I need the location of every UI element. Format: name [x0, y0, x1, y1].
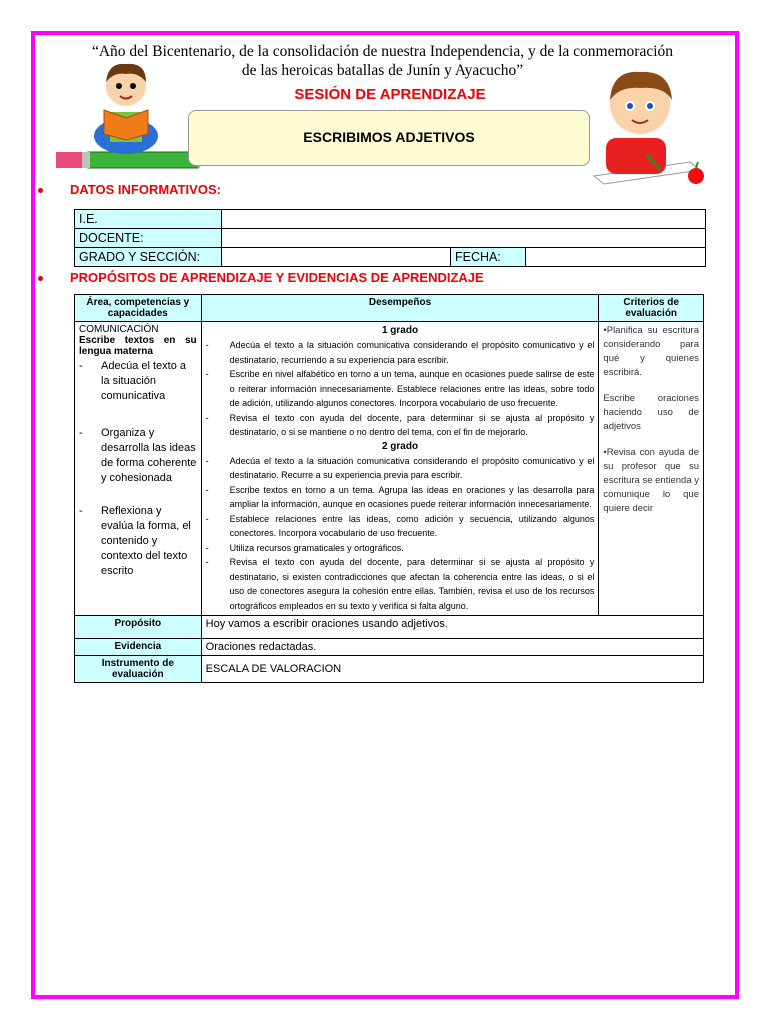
ie-label: I.E.	[75, 210, 222, 229]
competency-name: Escribe textos en su lengua materna	[79, 335, 197, 357]
section-datos-informativos	[38, 182, 221, 197]
criterion-item: •Planifica su escritura considerando para qué y quienes escribirá.	[603, 325, 699, 378]
capacity-item: - Adecúa el texto a la situación comunicativa	[79, 360, 187, 402]
performance-item: - Establece relaciones entre las ideas, como adición y secuencia, utilizando algunos conectores. Incorpora vocabulario de uso frecuente.	[205, 513, 595, 538]
grado-label: GRADO Y SECCIÓN:	[75, 248, 222, 267]
capacity-item: - Reflexiona y evalúa la forma, el contenido y contexto del texto escrito	[79, 505, 191, 577]
info-table	[74, 209, 706, 267]
section-propositos	[38, 270, 484, 285]
performance-item: - Revisa el texto con ayuda del docente, para determinar si se ajusta al propósito y destinatario, si existen contradicciones que afectan la coherencia entre las ideas, o si el uso de conectores asegura la cohesión entre ellas. También, revisa el uso de los recursos ortográficos empleados en su texto y verifica si falta alguno.	[205, 557, 595, 611]
proposito-label: Propósito	[75, 616, 202, 639]
area-name: COMUNICACIÓN	[79, 324, 159, 335]
criterion-item: Escribe oraciones haciendo uso de adjetivos	[603, 393, 699, 432]
lesson-title-banner	[188, 110, 590, 166]
criterios-cell	[599, 322, 704, 616]
header-area: Área, competencias y capacidades	[75, 295, 202, 322]
evidencia-value: Oraciones redactadas.	[201, 639, 703, 656]
area-cell	[75, 322, 202, 616]
grade-2-title: 2 grado	[381, 440, 419, 452]
session-title: SESIÓN DE APRENDIZAJE	[294, 86, 486, 103]
evidencia-label: Evidencia	[75, 639, 202, 656]
performance-item: - Adecúa el texto a la situación comunicativa considerando el propósito comunicativo y el destinatario. Recurre a su experiencia previa para escribir.	[205, 455, 595, 480]
performance-item: - Escribe en nivel alfabético en torno a un tema, aunque en ocasiones puede salirse de este o reiterar información innecesariamente. Establece relaciones entre las ideas, sobre todo de adición, utilizando algunos conectores. Incorpora vocabulario de uso frecuente.	[205, 369, 595, 408]
capacity-item: - Organiza y desarrolla las ideas de forma coherente y cohesionada	[79, 427, 197, 484]
fecha-value	[526, 248, 706, 267]
header-desempenos: Desempeños	[201, 295, 599, 322]
bullet-icon	[38, 188, 43, 193]
bullet-icon	[38, 276, 43, 281]
lesson-title: ESCRIBIMOS ADJETIVOS	[303, 129, 475, 145]
header-criterios: Criterios de evaluación	[599, 295, 704, 322]
desempenos-cell	[201, 322, 599, 616]
performance-item: - Adecúa el texto a la situación comunicativa considerando el propósito comunicativo y el destinatario, recurriendo a su experiencia para escribir.	[205, 340, 595, 365]
instrumento-label: Instrumento de evaluación	[75, 656, 202, 683]
performance-item: - Utiliza recursos gramaticales y ortográficos.	[205, 542, 404, 553]
criterion-item: •Revisa con ayuda de su profesor que su escritura se entienda y comunique lo que quiere decir	[603, 447, 699, 514]
section-propositos-label: PROPÓSITOS DE APRENDIZAJE Y EVIDENCIAS DE APRENDIZAJE	[70, 270, 484, 285]
motto-line-2: de las heroicas batallas de Junín y Ayacucho”	[241, 62, 524, 79]
grade-1-title: 1 grado	[381, 325, 419, 336]
docente-label: DOCENTE:	[75, 229, 222, 248]
performance-item: - Revisa el texto con ayuda del docente, para determinar si se ajusta al propósito y destinatario, o si se mantiene o no dentro del tema, con el fin de mejorarlo.	[205, 412, 595, 437]
docente-value	[222, 229, 706, 248]
motto-line-1: “Año del Bicentenario, de la consolidación de nuestra Independencia, y de la conmemoración	[91, 43, 674, 60]
fecha-label: FECHA:	[451, 248, 526, 267]
section-datos-label: DATOS INFORMATIVOS:	[70, 182, 221, 197]
official-year-motto	[80, 42, 685, 80]
learning-purposes-table	[74, 294, 704, 683]
instrumento-value: ESCALA DE VALORACION	[201, 656, 703, 683]
ie-value	[222, 210, 706, 229]
proposito-value: Hoy vamos a escribir oraciones usando adjetivos.	[201, 616, 703, 639]
grado-value	[222, 248, 451, 267]
performance-item: - Escribe textos en torno a un tema. Agrupa las ideas en oraciones y las desarrolla para ampliar la información, aunque en ocasiones puede reiterar información innecesariamente.	[205, 484, 595, 509]
